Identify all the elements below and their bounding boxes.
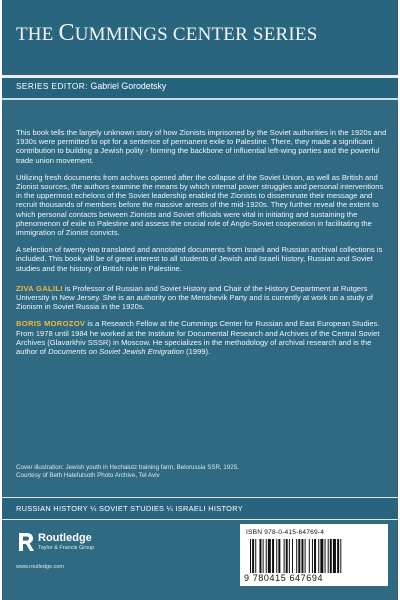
barcode-bar [250,539,251,573]
barcode-bar [284,539,285,573]
series-title-initial: C [58,20,75,46]
barcode-bar [340,539,341,573]
author-name: ZIVA GALILI [16,283,63,293]
publisher-name: Routledge [38,532,92,544]
barcode-bar [298,539,300,573]
author-name: BORIS MOROZOV [16,319,86,329]
barcode-bar [314,539,316,573]
subject-categories: RUSSIAN HISTORY ¼ SOVIET STUDIES ¼ ISRAELI HISTORY [16,504,243,513]
barcode-bar [328,539,329,573]
author-bio-end: (1999). [184,347,211,357]
barcode-bar [268,539,271,573]
barcode-bar [333,539,336,573]
barcode-bar [278,539,280,573]
barcode-bars [250,539,378,573]
barcode-bar [252,539,254,573]
barcode-number: 9 780415 647694 [244,573,324,583]
barcode-bar [320,539,323,573]
subject-band [2,497,398,520]
publisher-logo [16,528,156,578]
barcode-bar [325,539,326,573]
series-editor-label: SERIES EDITOR: [16,81,91,91]
author-bio [16,284,388,312]
photo-archive-credit: Courtesy of Beth Hatefutsoth Photo Archive, Tel Aviv [16,472,160,479]
series-header [2,0,398,75]
series-editor [16,81,166,91]
barcode-bar [286,539,288,573]
editor-divider [2,98,398,100]
blurb [16,128,388,364]
author-bio [16,319,388,356]
barcode-bar [289,539,290,573]
routledge-logo-icon [16,531,36,553]
barcode-panel [240,524,388,586]
barcode-bar [263,539,264,573]
series-editor-name: Gabriel Gorodetsky [90,81,167,91]
author-bio-text: is a Research Fellow at the Cummings Center for Russian and East European Studies. From 1978 until 1984 he worked at the Institute for Documental Research and Archives of the Central Soviet Archives (Glavarkhiv SSSR) in Moscow. He specializes in the methodology of archival research and is the author of [16,319,380,357]
description-paragraph: This book tells the largely unknown story of how Zionists imprisoned by the Soviet authorities in the 1920s and 1930s were permitted to opt for a sentence of permanent exile to Palestine. There, they made a significant contribution to building a Jewish polity - forming the backbone of influential left-wing parties and the powerful trade union movement. [16,128,387,165]
barcode-bar [255,539,256,573]
barcode-bar [259,539,261,573]
barcode-bar [305,539,306,573]
barcode-bar [318,539,319,573]
barcode-bar [272,539,274,573]
publisher-group: Taylor & Francis Group [38,545,95,551]
barcode-bar [312,539,313,573]
barcode-bar [337,539,339,573]
barcode-bar [301,539,303,573]
author-book-title: Documents on Soviet Jewish Emigration [48,347,184,357]
description-paragraph: Utilizing fresh documents from archives opened after the collapse of the Soviet Union, as well as British and Zionist sources, the authors examine the means by which internal power struggles and personal interventions in the uppermost echelons of the Soviet leadership enabled the Zionists to disseminate their message and recruit thousands of members before the massive arrests of the mid-1920s. They further reveal the extent to which personal contacts between Zionists and Soviet officials were vital in initiating and sustaining the phenomenon of exile to Palestine and assess the crucial role of Anglo-Soviet cooperation in facilitating the immigration of Zionist convicts. [16,172,384,238]
cover-illustration-credit: Cover illustration: Jewish youth in Hechalutz training farm, Belorussia SSR, 1925. [16,464,239,471]
description-paragraph: A selection of twenty-two translated and annotated documents from Israeli and Russian archival collections is included. This book will be of great interest to all students of Jewish and Israeli history, Russian and Soviet studies and the history of British rule in Palestine. [16,245,383,273]
barcode-bar [292,539,293,573]
series-title: THE CUMMINGS CENTER SERIES [16,20,318,46]
barcode-bar [330,539,332,573]
barcode-bar [296,539,297,573]
barcode-bar [266,539,267,573]
author-bio-text: is Professor of Russian and Soviet History and Chair of the History Department at Rutgers University in New Jersey. She is an authority on the Menshevik Party and is currently at work on a study of Zionism in Soviet Russia in the 1920s. [16,283,373,312]
cover-credit [16,464,386,480]
publisher-url: www.routledge.com [16,564,64,570]
barcode-bar [309,539,310,573]
book-back-cover [2,0,398,600]
barcode-bar [276,539,277,573]
isbn-label: ISBN 978-0-415-64769-4 [246,529,325,536]
